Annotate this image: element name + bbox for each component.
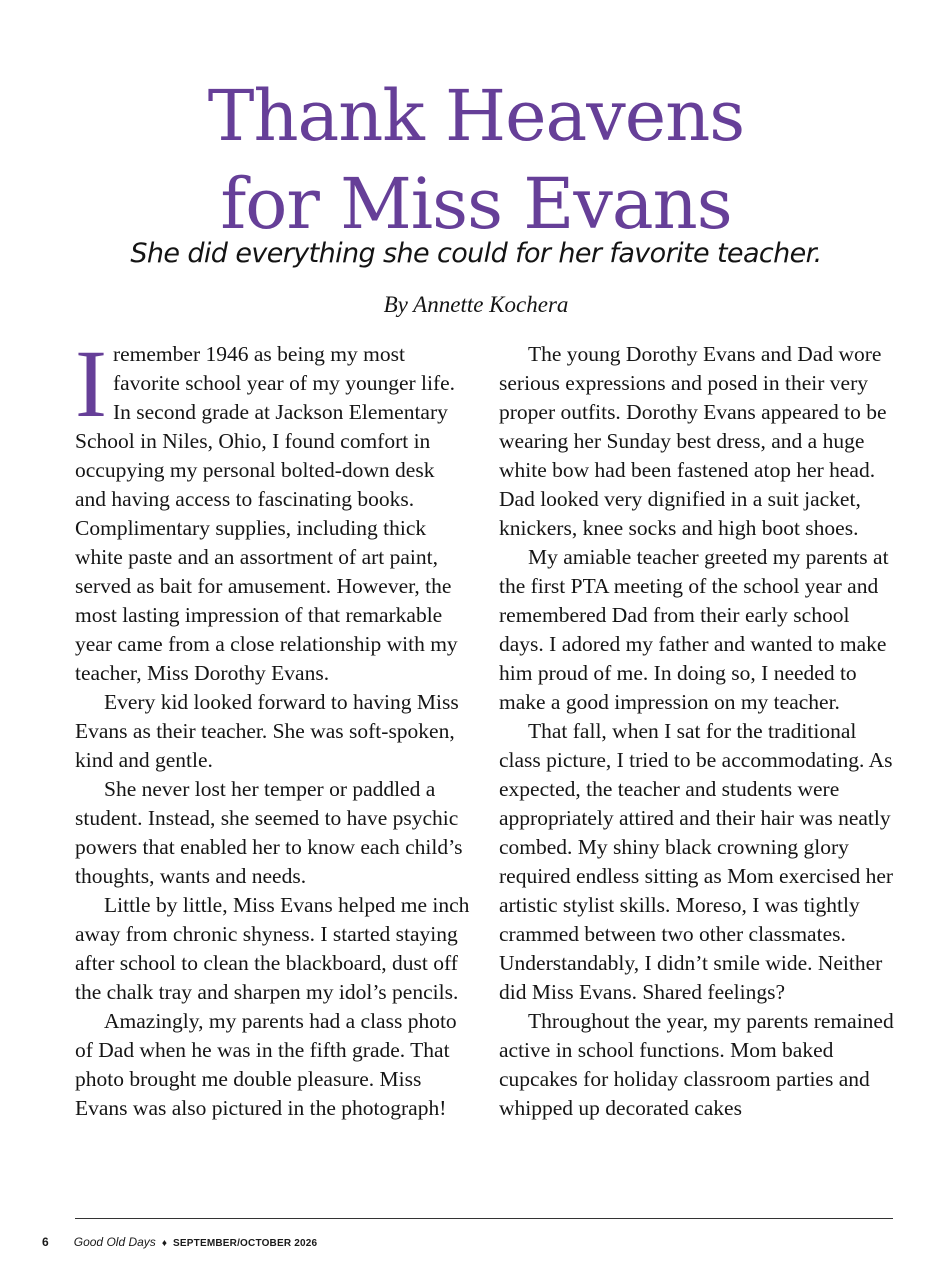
paragraph: She never lost her temper or paddled a student. Instead, she seemed to have psychic powers that enabled her to know each child’s thoughts, wants and needs. [75,777,463,888]
paragraph: Every kid looked forward to having Miss Evans as their teacher. She was soft-spoken, kind and gentle. [75,690,459,772]
paragraph: Throughout the year, my parents remained active in school functions. Mom baked cupcakes for holiday classroom parties and whipped up decorated cakes [499,1009,894,1120]
left-column [75,330,470,1123]
diamond-separator-icon: ♦ [161,1238,167,1249]
right-column [499,340,894,1123]
paragraph: That fall, when I sat for the traditional class picture, I tried to be accommodating. As expected, the teacher and students were appropriately attired and their hair was neatly combed. My shiny black crowning glory required endless sitting as Mom exercised her artistic stylist skills. Moreso, I was tightly crammed between two other classmates. Understandably, I didn’t smile wide. Neither did Miss Evans. Shared feelings? [499,719,894,1004]
article-subtitle: She did everything she could for her favorite teacher. [130,238,822,269]
article-title [0,72,952,248]
article-byline: By Annette Kochera [383,292,569,317]
paragraph: Little by little, Miss Evans helped me inch away from chronic shyness. I started staying after school to clean the blackboard, dust off the chalk tray and sharpen my idol’s pencils. [75,893,470,1004]
page-number: 6 [42,1235,49,1249]
drop-cap: I [75,330,107,437]
issue-date: SEPTEMBER/OCTOBER 2026 [173,1238,318,1249]
title-line-1: Thank Heavens [207,75,745,157]
paragraph: The young Dorothy Evans and Dad wore serious expressions and posed in their very proper outfits. Dorothy Evans appeared to be wearing her Sunday best dress, and a huge white bow had been fastened atop her head. Dad looked very dignified in a suit jacket, knickers, knee socks and high boot shoes. [499,342,887,540]
page-footer [42,1235,317,1249]
paragraph: remember 1946 as being my most favorite school year of my younger life. In second grade at Jackson Elementary School in Niles, Ohio, I found comfort in occupying my personal bolted-down desk and having access to fascinating books. Complimentary supplies, including thick white paste and an assortment of art paint, served as bait for amusement. However, the most lasting impression of that remarkable year came from a close relationship with my teacher, Miss Dorothy Evans. [75,342,458,685]
footer-divider [75,1218,893,1219]
paragraph: My amiable teacher greeted my parents at the first PTA meeting of the school year and remembered Dad from their early school days. I adored my father and wanted to make him proud of me. In doing so, I needed to make a good impression on my teacher. [499,545,889,714]
title-line-2: for Miss Evans [220,163,732,245]
magazine-name: Good Old Days [73,1235,156,1249]
paragraph: Amazingly, my parents had a class photo of Dad when he was in the fifth grade. That photo brought me double pleasure. Miss Evans was also pictured in the photograph! [75,1009,457,1120]
